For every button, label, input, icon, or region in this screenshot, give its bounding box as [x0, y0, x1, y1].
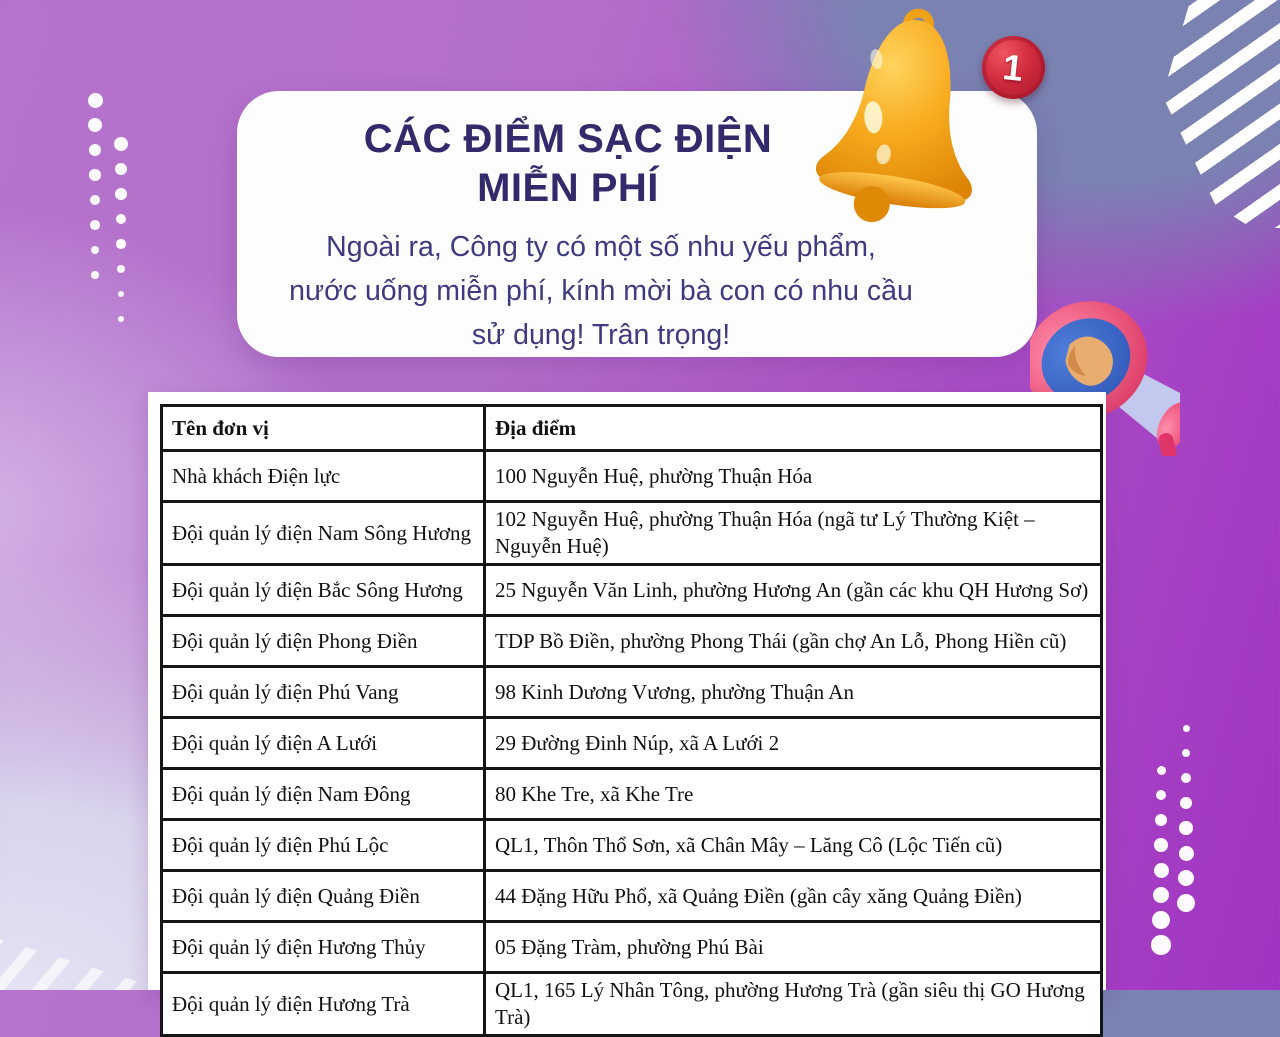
dot-decoration [116, 239, 125, 248]
header-address: Địa điểm [485, 406, 1102, 451]
table-header-row [162, 406, 1102, 451]
poster-subtitle-line3: sử dụng! Trân trọng! [471, 319, 731, 351]
address-cell: 29 Đường Đinh Núp, xã A Lưới 2 [485, 718, 1102, 769]
dot-decoration [1152, 911, 1170, 929]
table-row [162, 973, 1102, 1036]
table-row [162, 769, 1102, 820]
diagonal-stripes-bottom-left [0, 928, 165, 990]
dot-decoration [116, 214, 126, 224]
address-cell: 102 Nguyễn Huệ, phường Thuận Hóa (ngã tư Lý Thường Kiệt – Nguyễn Huệ) [485, 502, 1102, 565]
unit-cell: Đội quản lý điện Hương Thủy [162, 922, 485, 973]
dot-decoration [1181, 773, 1191, 783]
address-cell: QL1, Thôn Thổ Sơn, xã Chân Mây – Lăng Cô (Lộc Tiến cũ) [485, 820, 1102, 871]
address-cell: 44 Đặng Hữu Phổ, xã Quảng Điền (gần cây xăng Quảng Điền) [485, 871, 1102, 922]
notification-bell-icon [793, 2, 1013, 232]
charging-points-table [160, 404, 1103, 1037]
table-row [162, 922, 1102, 973]
unit-cell: Đội quản lý điện Hương Trà [162, 973, 485, 1036]
dot-decoration [117, 265, 125, 273]
table-body [162, 451, 1102, 1036]
poster-subtitle-line1: Ngoài ra, Công ty có một số nhu yếu phẩm, [326, 231, 876, 263]
unit-cell: Đội quản lý điện Phú Lộc [162, 820, 485, 871]
dot-decoration [91, 246, 99, 254]
unit-cell: Đội quản lý điện Phú Vang [162, 667, 485, 718]
table-row [162, 871, 1102, 922]
header-unit: Tên đơn vị [162, 406, 485, 451]
diagonal-stripes-top-right [1140, 0, 1280, 228]
dot-decoration [115, 188, 127, 200]
dot-decoration [118, 316, 124, 322]
address-cell: TDP Bồ Điền, phường Phong Thái (gần chợ An Lỗ, Phong Hiền cũ) [485, 616, 1102, 667]
notification-badge [982, 36, 1045, 99]
poster-subtitle-line2: nước uống miễn phí, kính mời bà con có nhu cầu [289, 275, 913, 307]
dot-decoration [90, 195, 101, 206]
address-cell: 100 Nguyễn Huệ, phường Thuận Hóa [485, 451, 1102, 502]
unit-cell: Đội quản lý điện A Lưới [162, 718, 485, 769]
dot-decoration [115, 163, 128, 176]
dot-decoration [1179, 821, 1192, 834]
dot-decoration [1180, 797, 1192, 809]
table-row [162, 502, 1102, 565]
poster-title-line1: CÁC ĐIỂM SẠC ĐIỆN [363, 117, 773, 161]
poster-subtitle [237, 225, 1037, 357]
dot-decoration [1183, 725, 1190, 732]
dot-decoration [1154, 863, 1169, 878]
table-row [162, 718, 1102, 769]
dot-decoration [1179, 846, 1194, 861]
dot-decoration [1154, 838, 1168, 852]
dot-decoration [1157, 766, 1166, 775]
unit-cell: Đội quản lý điện Bắc Sông Hương [162, 565, 485, 616]
dot-decoration [88, 118, 102, 132]
dot-decoration [1156, 790, 1167, 801]
unit-cell: Đội quản lý điện Nam Đông [162, 769, 485, 820]
unit-cell: Đội quản lý điện Phong Điền [162, 616, 485, 667]
table-row [162, 451, 1102, 502]
unit-cell: Đội quản lý điện Quảng Điền [162, 871, 485, 922]
dot-decoration [118, 291, 125, 298]
dot-decoration [114, 137, 128, 151]
dot-decoration [89, 169, 101, 181]
dot-decoration [1177, 894, 1195, 912]
table-row [162, 667, 1102, 718]
address-cell: 05 Đặng Tràm, phường Phú Bài [485, 922, 1102, 973]
poster-title-line2: MIỄN PHÍ [477, 166, 659, 210]
table-row [162, 565, 1102, 616]
dot-decoration [89, 144, 102, 157]
dot-decoration [90, 220, 100, 230]
dot-decoration [1153, 887, 1170, 904]
address-cell: 98 Kinh Dương Vương, phường Thuận An [485, 667, 1102, 718]
dot-decoration [1182, 749, 1191, 758]
dot-decoration [88, 93, 103, 108]
address-cell: 25 Nguyễn Văn Linh, phường Hương An (gần các khu QH Hương Sơ) [485, 565, 1102, 616]
dot-decoration [91, 271, 98, 278]
table-row [162, 616, 1102, 667]
dot-decoration [1151, 935, 1171, 955]
address-cell: QL1, 165 Lý Nhân Tông, phường Hương Trà (gần siêu thị GO Hương Trà) [485, 973, 1102, 1036]
unit-cell: Đội quản lý điện Nam Sông Hương [162, 502, 485, 565]
dot-decoration [1178, 870, 1195, 887]
unit-cell: Nhà khách Điện lực [162, 451, 485, 502]
dot-decoration [1155, 814, 1167, 826]
notification-badge-count: 1 [1001, 45, 1026, 89]
address-cell: 80 Khe Tre, xã Khe Tre [485, 769, 1102, 820]
table-row [162, 820, 1102, 871]
